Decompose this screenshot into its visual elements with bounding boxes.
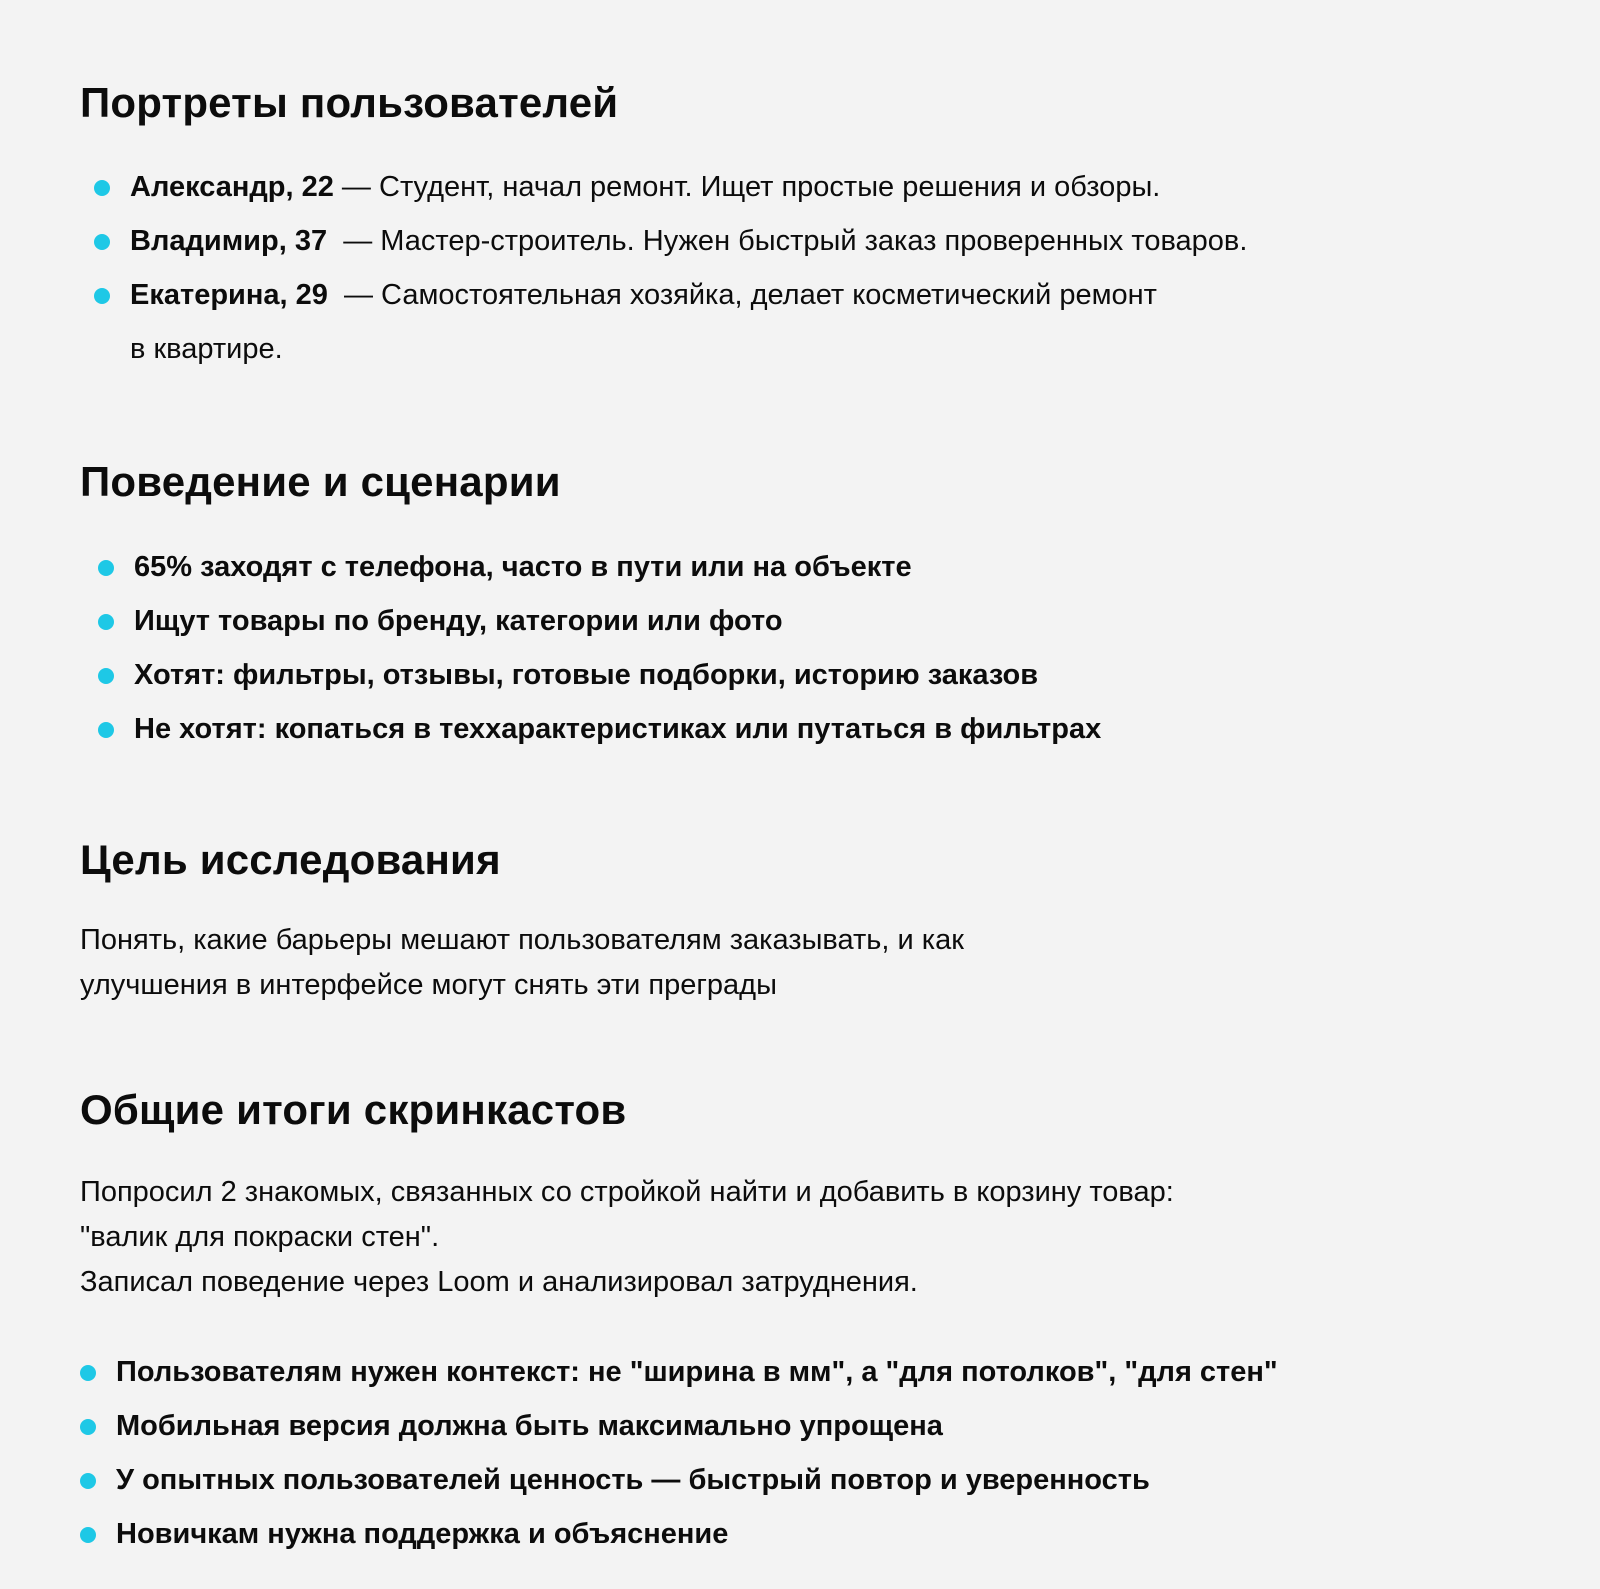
finding-text: Мобильная версия должна быть максимально упрощена <box>116 1410 943 1442</box>
persona-separator: — <box>333 171 379 203</box>
finding-text: Пользователям нужен контекст: не "ширина в мм", а "для потолков", "для стен" <box>116 1356 1278 1388</box>
bullet-icon <box>98 614 114 630</box>
bullet-icon <box>80 1527 96 1543</box>
portraits-list <box>94 160 1554 376</box>
finding-text: Новичкам нужна поддержка и объяснение <box>116 1518 729 1550</box>
behavior-item-text: 65% заходят с телефона, часто в пути или на объекте <box>134 551 912 583</box>
list-item <box>94 268 1554 376</box>
persona-description: Студент, начал ремонт. Ищет простые решения и обзоры. <box>379 171 1161 203</box>
section-title-behavior: Поведение и сценарии <box>80 458 561 505</box>
list-item <box>94 214 1554 268</box>
section-title-portraits: Портреты пользователей <box>80 79 619 126</box>
screencasts-line: Попросил 2 знакомых, связанных со стройкой найти и добавить в корзину товар: <box>80 1176 1174 1208</box>
bullet-icon <box>94 234 110 250</box>
screencasts-findings-list <box>80 1345 1570 1561</box>
bullet-icon <box>94 288 110 304</box>
screencasts-line: Записал поведение через Loom и анализировал затруднения. <box>80 1266 918 1298</box>
behavior-item-text: Хотят: фильтры, отзывы, готовые подборки, историю заказов <box>134 659 1039 691</box>
bullet-icon <box>94 180 110 196</box>
persona-description-continued: в квартире. <box>130 333 283 365</box>
list-item <box>98 594 1558 648</box>
behavior-list <box>98 540 1558 756</box>
persona-separator: — <box>327 225 381 257</box>
screencasts-line: "валик для покраски стен". <box>80 1221 440 1253</box>
bullet-icon <box>98 668 114 684</box>
persona-description: Самостоятельная хозяйка, делает косметический ремонт <box>381 279 1157 311</box>
bullet-icon <box>80 1419 96 1435</box>
persona-name: Александр, 22 <box>130 171 334 203</box>
goal-paragraph <box>80 918 1520 1008</box>
section-title-screencasts: Общие итоги скринкастов <box>80 1086 627 1133</box>
section-title-goal: Цель исследования <box>80 836 501 883</box>
persona-description: Мастер-строитель. Нужен быстрый заказ проверенных товаров. <box>380 225 1248 257</box>
list-item <box>80 1453 1570 1507</box>
list-item <box>98 648 1558 702</box>
finding-text: У опытных пользователей ценность — быстрый повтор и уверенность <box>116 1464 1150 1496</box>
list-item <box>94 160 1554 214</box>
goal-line: Понять, какие барьеры мешают пользователям заказывать, и как <box>80 924 964 956</box>
persona-separator: — <box>327 279 382 311</box>
behavior-item-text: Не хотят: копаться в теххарактеристиках или путаться в фильтрах <box>134 713 1102 745</box>
persona-name: Екатерина, 29 <box>130 279 328 311</box>
screencasts-paragraph <box>80 1170 1540 1305</box>
list-item <box>98 702 1558 756</box>
list-item <box>98 540 1558 594</box>
persona-name: Владимир, 37 <box>130 225 328 257</box>
goal-line: улучшения в интерфейсе могут снять эти преграды <box>80 969 777 1001</box>
bullet-icon <box>80 1365 96 1381</box>
bullet-icon <box>98 560 114 576</box>
list-item <box>80 1345 1570 1399</box>
list-item <box>80 1507 1570 1561</box>
behavior-item-text: Ищут товары по бренду, категории или фото <box>134 605 783 637</box>
bullet-icon <box>80 1473 96 1489</box>
bullet-icon <box>98 722 114 738</box>
list-item <box>80 1399 1570 1453</box>
